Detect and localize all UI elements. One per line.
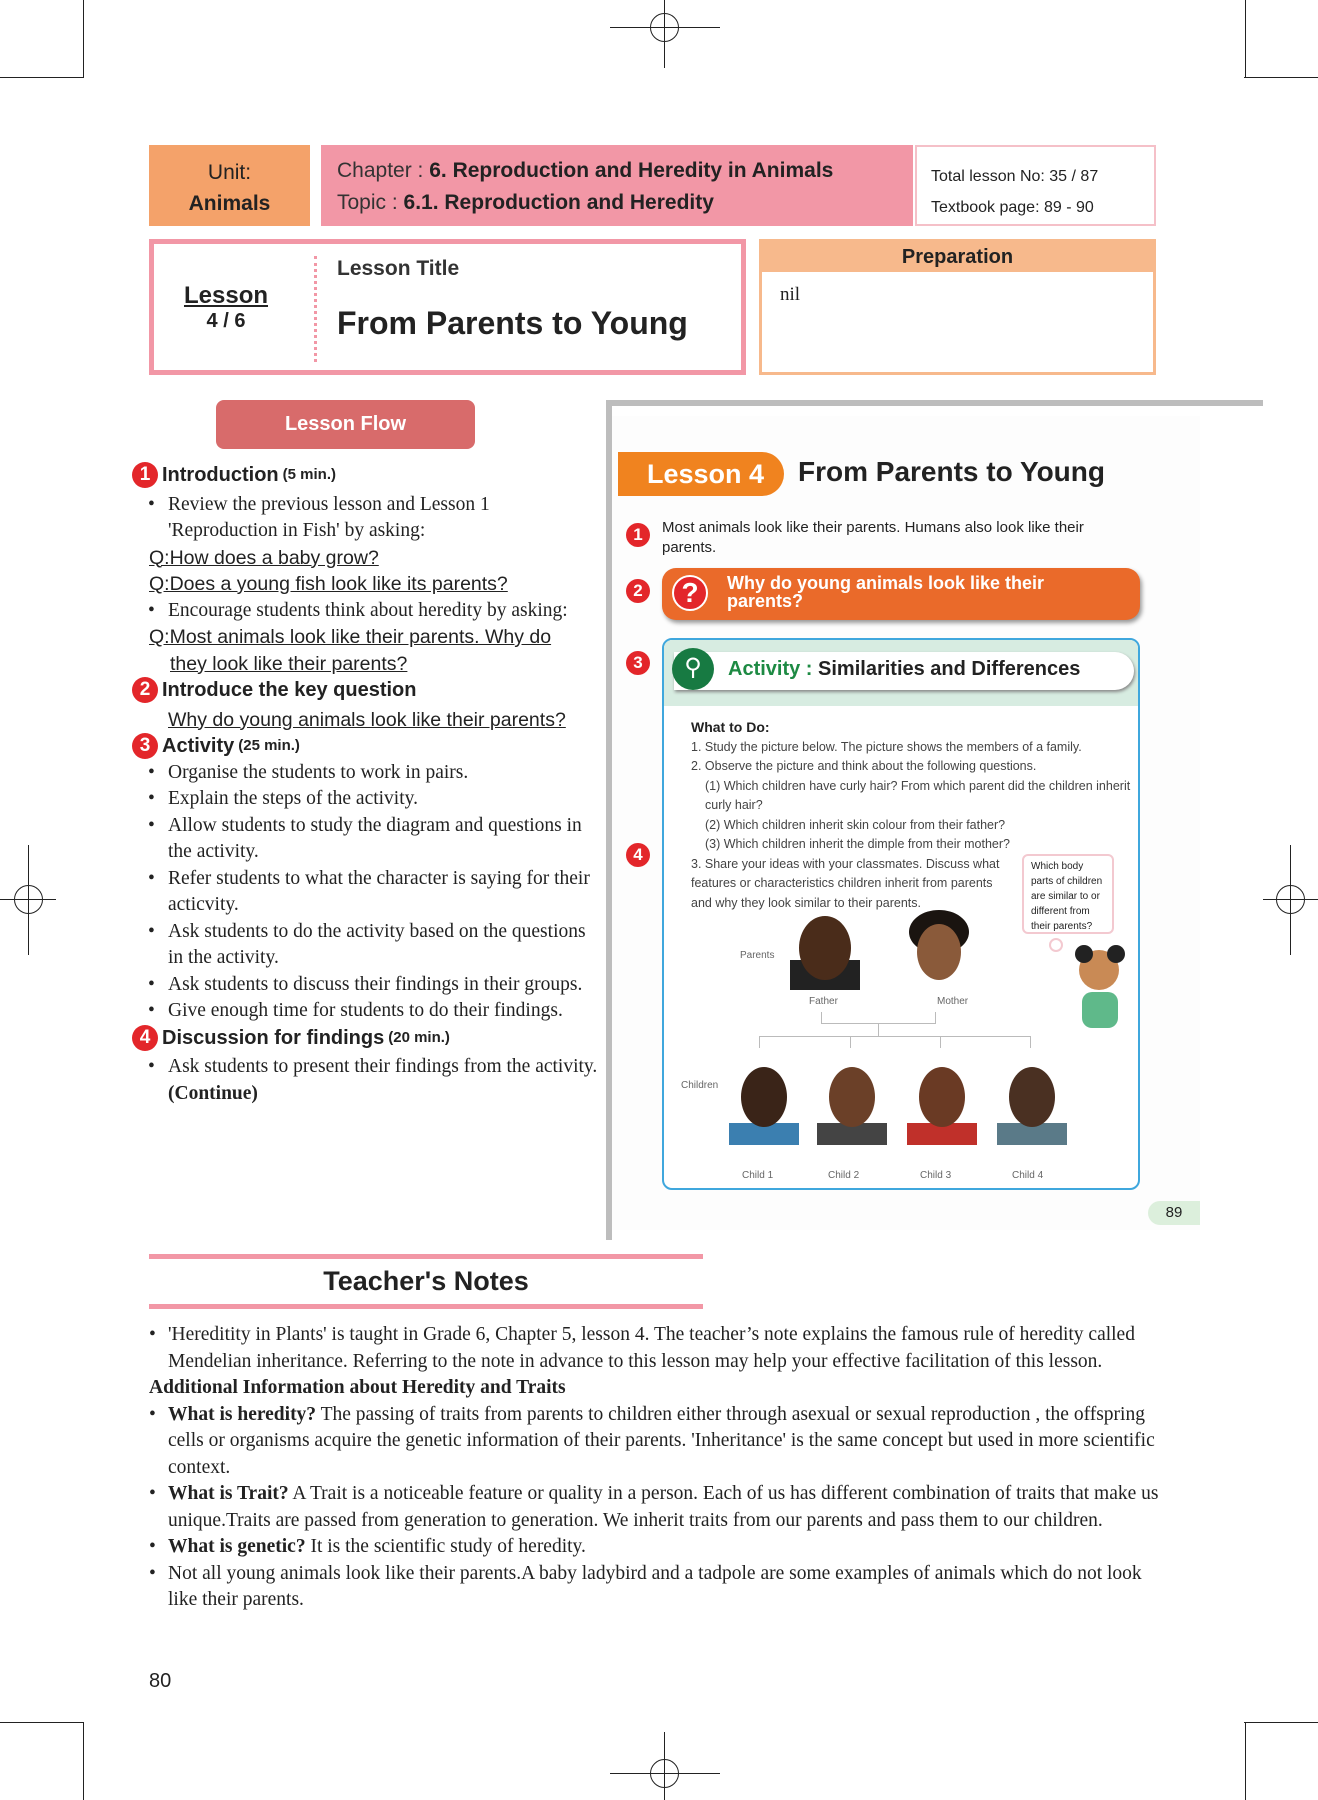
intro-text: Most animals look like their parents. Humans also look like their parents. [662, 519, 1084, 556]
parents-label: Parents [740, 950, 775, 961]
instruction: 1. Study the picture below. The picture shows the members of a family. [691, 739, 1082, 754]
lesson-title-box [149, 239, 746, 375]
key-question: Why do young animals look like their parents? [168, 708, 566, 731]
step-1 [132, 462, 602, 489]
chapter-box [321, 145, 913, 226]
step-title: Introduce the key question [162, 679, 417, 701]
activity-title: Similarities and Differences [818, 658, 1081, 680]
page-number: 80 [149, 1670, 172, 1692]
list-item: • Ask students to do the activity based on the questions in the activity. [132, 919, 602, 972]
step-number: 1 [132, 462, 158, 488]
unit-value: Animals [188, 192, 271, 215]
divider [314, 256, 317, 362]
father-label: Father [809, 996, 838, 1007]
step-title: Discussion for findings [162, 1026, 385, 1049]
question: Q:How does a baby grow? [149, 546, 379, 569]
mother-photo [904, 910, 974, 990]
step-title: Activity [162, 735, 235, 757]
marker-3: 3 [626, 651, 650, 675]
child-label: Child 1 [742, 1170, 774, 1181]
textbook-title: From Parents to Young [798, 456, 1105, 487]
girl-character-icon [1064, 940, 1134, 1030]
note-item: • 'Hereditity in Plants' is taught in Grade 6, Chapter 5, lesson 4. The teacher’s note explains the famous rule of heredity called Mendelian inheritance. Referring to the note in advance to this lesson may help your effective facilitation of this lesson. [149, 1322, 1159, 1375]
lesson-number: 4 / 6 [206, 310, 246, 332]
children-label: Children [681, 1080, 719, 1091]
step-title: Introduction [162, 464, 279, 486]
lesson-flow-button[interactable]: Lesson Flow [216, 400, 475, 449]
lesson-title-label: Lesson Title [337, 257, 460, 280]
child-label: Child 2 [828, 1170, 860, 1181]
what-to-do: What to Do: [691, 719, 770, 735]
chapter-value: 6. Reproduction and Heredity in Animals [429, 159, 834, 182]
list-item: • Allow students to study the diagram and questions in the activity. [132, 813, 602, 866]
marker-1: 1 [626, 523, 650, 547]
activity-box [662, 638, 1140, 1190]
speech-bubble: Which body parts of children are similar to or different from their parents? [1022, 854, 1114, 934]
lesson-badge: Lesson 4 [618, 452, 784, 496]
note-term: What is heredity? [168, 1403, 317, 1425]
marker-2: 2 [626, 579, 650, 603]
step-number: 2 [132, 677, 158, 703]
list-item: • Refer students to what the character is saying for their acticvity. [132, 866, 602, 919]
mother-label: Mother [937, 996, 969, 1007]
teachers-notes-title: Teacher's Notes [323, 1266, 529, 1296]
note-item [149, 1481, 1159, 1534]
list-item: • Encourage students think about heredity by asking: [132, 598, 602, 625]
step-4 [132, 1025, 602, 1052]
unit-label: Unit: [207, 161, 252, 184]
note-text: Not all young animals look like their parents.A baby ladybird and a tadpole are some examples of animals which do not look like their parents. [168, 1562, 1142, 1610]
magnifier-icon: ⚲ [672, 648, 714, 690]
activity-label: Activity : [728, 658, 813, 680]
note-text: It is the scientific study of heredity. [305, 1536, 586, 1557]
textbook-page-number: 89 [1148, 1201, 1200, 1225]
question: Q:Most animals look like their parents. Why do [149, 626, 552, 648]
note-text: The passing of traits from parents to children either through asexual or sexual reproduction , the offspring cells or organisms acquire the genetic information of their parents. 'Inheritance' is the same concept but used in more scientific context. [168, 1403, 1155, 1478]
note-term: What is Trait? [168, 1483, 289, 1504]
teachers-notes [149, 1322, 1159, 1614]
list-item: • Give enough time for students to do their findings. [132, 998, 602, 1025]
question: Q:Does a young fish look like its parents? [149, 573, 508, 595]
father-photo [780, 910, 870, 990]
chapter-label: Chapter : [337, 159, 430, 182]
lesson-label: Lesson [183, 282, 269, 309]
preparation-heading: Preparation [762, 242, 1153, 272]
step-3 [132, 733, 602, 760]
instruction: (2) Which children inherit skin colour from their father? [705, 817, 1006, 832]
divider [149, 1254, 703, 1259]
list-item: • Explain the steps of the activity. [132, 786, 602, 813]
note-item [149, 1534, 1159, 1561]
note-item [149, 1402, 1159, 1482]
children-photos [724, 1055, 1084, 1145]
step-time: (20 min.) [388, 1028, 450, 1046]
note-term: What is genetic? [168, 1536, 306, 1557]
instruction: 2. Observe the picture and think about the following questions. [691, 759, 1037, 773]
lesson-flow [132, 462, 602, 1107]
continue-label: (Continue) [168, 1082, 258, 1104]
step-time: (5 min.) [282, 466, 336, 483]
total-lesson: Total lesson No: 35 / 87 [931, 168, 1099, 185]
note-item [149, 1561, 1159, 1614]
key-question-banner [662, 568, 1140, 620]
question: they look like their parents? [170, 652, 408, 675]
marker-4: 4 [626, 843, 650, 867]
list-item: • Ask students to discuss their findings in their groups. [132, 972, 602, 999]
lesson-info-box [915, 145, 1156, 226]
step-number: 4 [132, 1025, 158, 1051]
step-number: 3 [132, 733, 158, 759]
preparation-value: nil [780, 284, 801, 305]
preparation-box [759, 239, 1156, 375]
note-text: A Trait is a noticeable feature or quality in a person. Each of us has different combination of traits that make us unique.Traits are passed from generation to generation. We inherit traits from our parents and pass them to our children. [168, 1483, 1159, 1531]
instruction: (3) Which children inherit the dimple from their mother? [705, 837, 1010, 851]
question-icon: ? [672, 575, 708, 611]
key-question-text: Why do young animals look like their parents? [727, 573, 1045, 611]
step-2 [132, 677, 602, 704]
step-time: (25 min.) [238, 737, 300, 754]
textbook-page: Textbook page: 89 - 90 [931, 199, 1094, 216]
instruction: 3. Share your ideas with your classmates. Discuss what features or characteristics children inherit from parents and why they look similar to their parents. [691, 856, 1000, 910]
lesson-title: From Parents to Young [337, 305, 688, 341]
instruction: (1) Which children have curly hair? From which parent did the children inherit curly hair? [705, 778, 1131, 812]
list-item: • Organise the students to work in pairs. [132, 760, 602, 787]
topic-label: Topic : [337, 191, 404, 214]
unit-box [149, 145, 310, 226]
textbook-page-image [606, 400, 1263, 1240]
child-label: Child 3 [920, 1170, 952, 1181]
list-item: • Review the previous lesson and Lesson 1 'Reproduction in Fish' by asking: [132, 489, 602, 545]
child-label: Child 4 [1012, 1170, 1044, 1181]
topic-value: 6.1. Reproduction and Heredity [403, 191, 714, 214]
list-item: • Ask students to present their findings from the activity. [132, 1051, 602, 1081]
divider [149, 1304, 703, 1309]
notes-subheading: Additional Information about Heredity and Traits [149, 1377, 566, 1398]
